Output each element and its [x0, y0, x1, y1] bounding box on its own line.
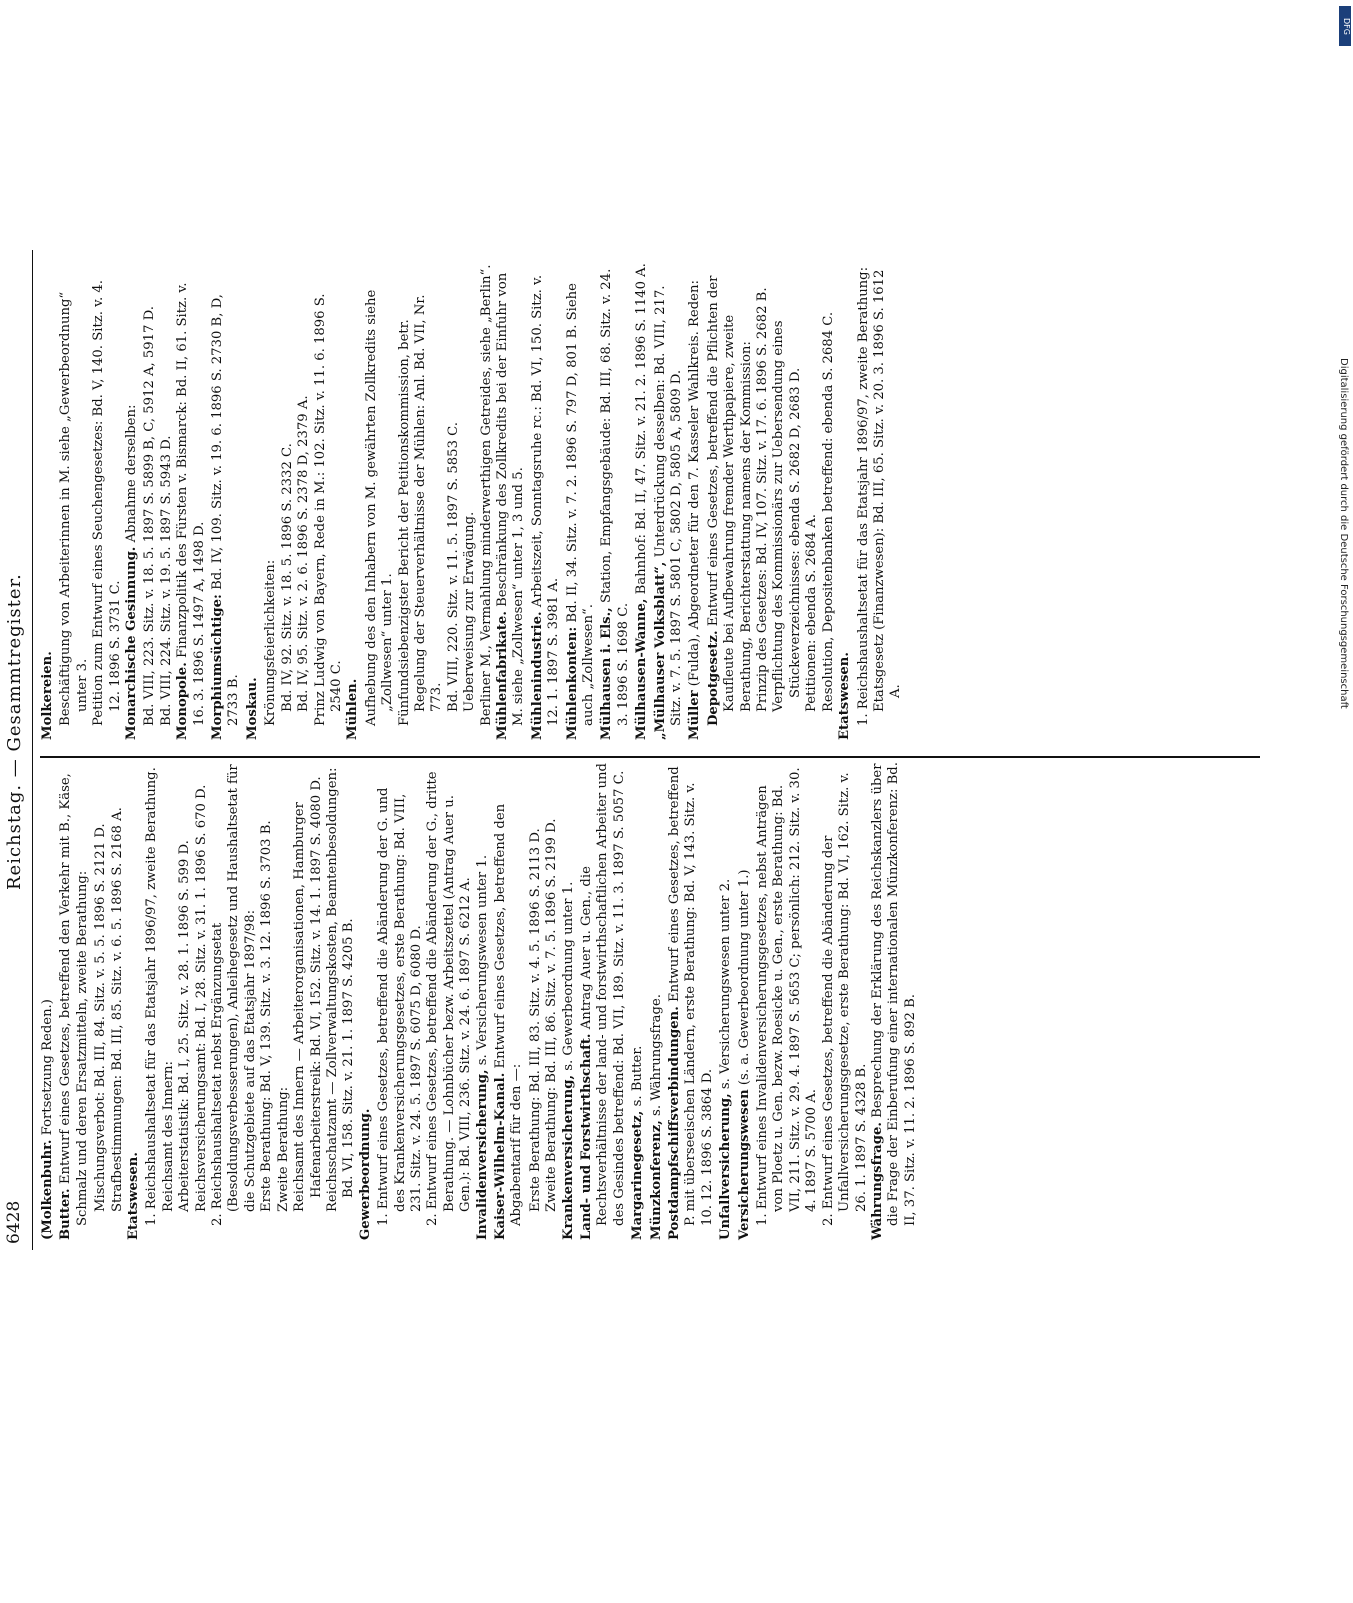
entry-text: 2. Entwurf eines Gesetzes, betreffend die Abänderung der G., dritte Berathung. — Lohnbücher bezw. Arbeitszettel (Antrag Auer u. Gen.): Bd. VIII, 236. Sitz. v. 24. 6. 1897 S. 6212 A. — [425, 771, 474, 1226]
entry-text: Finanzpolitik des Fürsten v. Bismarck: Bd. II, 61. Sitz. v. 16. 3. 1896 S. 1497 A, 1498 D. — [175, 282, 207, 726]
entry-text: Zweite Berathung: — [275, 1086, 291, 1212]
entry-keyword: Mühlenfabrikate. — [494, 611, 510, 740]
entry-text: 1. Entwurf eines Invalidenversicherungsgesetzes, nebst Anträgen von Ploetz u. Gen. bezw. Roesicke u. Gen., erste Berathung: Bd. VII, 211. Sitz. v. 29. 4. 1897 S. 5653 C; persönlich: 212. Sitz. v. 30. 4. 1897 S. 5700 A. — [755, 767, 820, 1226]
entry-text: s. Versicherungswesen unter 2. — [718, 878, 734, 1094]
entry-text: Station, Empfangsgebäude: Bd. III, 68. Sitz. v. 24. 3. 1896 S. 1698 C. — [599, 268, 631, 726]
entry-text: Verpflichtung des Kommissionärs zur Uebersendung eines Stückeverzeichnisses: ebenda S. 2682 D, 2683 D. — [771, 320, 803, 712]
register-entry — [493, 762, 526, 1240]
entry-keyword: Margarinegesetz, — [630, 1110, 646, 1240]
entry-text: 1. Reichshaushaltsetat für das Etatsjahr 1896/97, zweite Berathung. Reichsamt des Innern: — [144, 767, 176, 1226]
register-entry — [479, 262, 495, 740]
entry-text: Petition zum Entwurf eines Seuchengesetzes: Bd. V, 140. Sitz. v. 4. 12. 1896 S. 3731 C. — [91, 280, 123, 726]
sidebar — [1335, 8, 1349, 998]
entry-text: Beschränkung des Zollkredits bei der Einfuhr von M. siehe „Zollwesen“ unter 1, 3 und 5. — [494, 272, 527, 726]
entry-keyword: Mülhausen-Wanne, — [634, 598, 650, 740]
entry-keyword: Molkereien. — [40, 651, 55, 740]
entry-text: Resolution, Depositenbanken betreffend: ebenda S. 2684 C. — [820, 311, 836, 712]
register-entry — [126, 762, 142, 1240]
entry-keyword: Depotgesetz. — [705, 630, 721, 726]
entry-keyword: Versicherungswesen — [736, 1089, 752, 1240]
register-entry — [630, 762, 646, 1240]
register-entry — [649, 762, 665, 1240]
entry-text: Reichsamt des Innern — Arbeiterorganisationen, Hamburger Hafenarbeiterstreik: Bd. VI, 152. Sitz. v. 14. 1. 1897 S. 4080 D. — [292, 776, 324, 1212]
register-entry — [296, 262, 312, 740]
entry-text: 1. Reichshaushaltsetat für das Etatsjahr 1896/97, zweite Berathung: — [855, 266, 871, 726]
entry-text: s. Butter. — [630, 1045, 646, 1111]
register-entry — [544, 762, 560, 1240]
register-entry — [144, 762, 177, 1240]
entry-keyword: Monopole. — [175, 662, 191, 740]
register-entry — [210, 262, 243, 740]
entry-text: Aufhebung des den Inhabern von M. gewährten Zollkredits siehe „Zollwesen“ unter 1. — [363, 289, 396, 726]
register-entry — [706, 262, 755, 740]
register-entry — [528, 762, 544, 1240]
rotated-page — [0, 250, 1280, 1250]
register-entry — [263, 262, 279, 740]
register-entry — [259, 762, 275, 1240]
register-entry — [821, 262, 837, 740]
register-entry — [687, 262, 703, 740]
entry-keyword: Monarchische Gesinnung. — [124, 546, 140, 740]
entry-text: s. Versicherungswesen unter 1. — [474, 854, 490, 1070]
register-entry — [446, 262, 462, 740]
register-entry — [292, 762, 325, 1240]
entry-text: Entwurf eines Gesetzes, betreffend den Verkehr mit B., Käse, Schmalz und deren Ersatzmitteln, zweite Berathung: — [58, 773, 90, 1226]
entry-text: Reichsversicherungsamt: Bd. I, 28. Sitz. v. 31. 1. 1896 S. 670 D. — [193, 784, 209, 1212]
register-entry — [175, 262, 208, 740]
page — [0, 250, 918, 1603]
entry-keyword: „Mülhauser Volksblatt“, — [652, 561, 668, 740]
register-entry — [837, 262, 853, 740]
entry-keyword: Butter. — [58, 1188, 74, 1240]
register-entry — [177, 762, 193, 1240]
entry-keyword: (Molkenbuhr. — [40, 1139, 55, 1240]
entry-keyword: Gewerbeordnung. — [357, 1108, 373, 1240]
right-column — [40, 262, 905, 740]
entry-text: 2. Reichshaushaltsetat nebst Ergänzungsetat (Besoldungsverbesserungen), Anleihegesetz und Haushaltsetat für die Schutzgebiete auf das Etatsjahr 1897/98: — [210, 764, 258, 1226]
entry-text: (Fulda), Abgeordneter für den 7. Kasseler Wahlkreis. Reden: — [687, 280, 703, 691]
page-title: Reichstag. — Gesammtregister. — [4, 573, 25, 890]
page-number: 6428 — [4, 1200, 24, 1244]
entry-keyword: Münzkonferenz, — [648, 1120, 664, 1240]
entry-text: Prinzip des Gesetzes: Bd. IV, 107. Sitz. v. 17. 6. 1896 S. 2682 B. — [755, 287, 771, 712]
register-entry — [771, 262, 804, 740]
entry-keyword: Mühlen. — [345, 678, 361, 740]
entry-text: Unterdrückung desselben: Bd. VIII, 217. Sitz. v. 7. 5. 1897 S. 5801 C, 5802 D, 5805 A, 5809 D. — [652, 285, 685, 726]
register-entry — [313, 262, 346, 740]
register-entry — [653, 262, 686, 740]
entry-text: Erste Berathung: Bd. III, 83. Sitz. v. 4. 5. 1896 S. 2113 D. — [527, 828, 543, 1212]
entry-keyword: Mülhausen i. Els., — [599, 607, 615, 740]
entry-keyword: Müller — [687, 690, 703, 740]
register-entry — [93, 762, 109, 1240]
entry-keyword: Etatswesen. — [837, 652, 853, 740]
entry-keyword: Etatswesen. — [126, 1152, 142, 1240]
register-entry — [376, 762, 425, 1240]
entry-text: Antrag Auer u. Gen., die Rechtsverhältnisse der land- und forstwirthschaftlichen Arbeiter und des Gesindes betreffend: Bd. VII, 189. Sitz. v. 11. 3. 1897 S. 5057 C. — [579, 763, 627, 1226]
entry-text: Ueberweisung zur Erwägung. — [462, 511, 478, 712]
entry-keyword: Währungsfrage. — [869, 1122, 885, 1240]
entry-keyword: Land- und Forstwirthschaft. — [579, 1033, 594, 1240]
entry-text: Strafbestimmungen: Bd. III, 85. Sitz. v. 6. 5. 1896 S. 2168 A. — [109, 807, 125, 1212]
entry-keyword: Moskau. — [244, 677, 260, 740]
register-entry — [325, 762, 358, 1240]
entry-text: Bd. VIII, 220. Sitz. v. 11. 5. 1897 S. 5853 C. — [445, 422, 461, 712]
entry-text: Petitionen: ebenda S. 2684 A. — [804, 514, 820, 712]
entry-text: Entwurf eines Gesetzes, betreffend den Abgabentarif für den —: — [492, 803, 525, 1226]
entry-text: (s. a. Gewerbeordnung unter 1.) — [736, 869, 752, 1090]
entry-text: Mischungsverbot: Bd. III, 84. Sitz. v. 5. 5. 1896 S. 2121 D. — [93, 823, 109, 1212]
register-entry — [58, 262, 91, 740]
entry-text: Berliner M., Vermahlung minderwerthigen Getreides, siehe „Berlin“. — [478, 264, 494, 726]
entry-text: Bd. VIII, 223. Sitz. v. 18. 5. 1897 S. 5899 B, C, 5912 A, 5917 D. — [142, 306, 158, 726]
entry-keyword: Kaiser-Wilhelm-Kanal. — [492, 1072, 508, 1240]
register-entry — [245, 262, 261, 740]
entry-keyword: Morphiumsüchtige: — [210, 594, 226, 740]
register-entry — [276, 762, 292, 1240]
entry-text: s. Gewerbeordnung unter 1. — [560, 881, 576, 1075]
entry-text: Zweite Berathung: Bd. III, 86. Sitz. v. 7. 5. 1896 S. 2199 D. — [544, 818, 560, 1212]
page-header — [0, 250, 40, 1250]
register-entry — [58, 762, 91, 1240]
register-entry — [397, 262, 446, 740]
register-entry — [599, 262, 632, 740]
register-entry — [870, 762, 919, 1240]
register-entry — [194, 762, 210, 1240]
entry-text: Bd. VIII, 224. Sitz. v. 19. 5. 1897 S. 5943 D. — [158, 435, 174, 726]
register-entry — [856, 262, 872, 740]
entry-text: Arbeiterstatistik: Bd. I, 25. Sitz. v. 28. 1. 1896 S. 599 D. — [177, 840, 193, 1212]
register-entry — [364, 262, 397, 740]
entry-text: Fünfundsiebenzigster Bericht der Petitionskommission, betr. Regelung der Steuerverhältnisse der Mühlen: Anl. Bd. VII, Nr. 773. — [396, 294, 445, 726]
register-entry — [358, 762, 374, 1240]
entry-text: 2. Entwurf eines Gesetzes, betreffend die Abänderung der Unfallversicherungsgesetze, erste Berathung: Bd. VI, 162. Sitz. v. 26. 1. 1897 S. 4328 B. — [820, 772, 869, 1226]
entry-keyword: Mühlenindustrie. — [529, 611, 545, 740]
register-entry — [475, 762, 491, 1240]
register-entry — [579, 762, 628, 1240]
sidebar-credit: Digitalisierung gefördert durch die Deutsche Forschungsgemeinschaft — [1338, 357, 1349, 709]
entry-text: Besprechung der Erklärung des Reichskanzlers über die Frage der Einberufung einer internationalen Münzkonferenz: Bd. II, 37. Sitz. v. 11. 2. 1896 S. 892 B. — [869, 762, 918, 1226]
register-entry — [821, 762, 870, 1240]
register-entry — [110, 762, 126, 1240]
register-entry — [159, 262, 175, 740]
entry-keyword: Unfallversicherung, — [718, 1093, 734, 1240]
register-entry — [561, 762, 577, 1240]
entry-text: Bd. II, 34. Sitz. v. 7. 2. 1896 S. 797 D, 801 B. Siehe auch „Zollwesen“. — [564, 283, 596, 726]
header-rule — [32, 250, 33, 1250]
entry-text: Entwurf eines Gesetzes, betreffend P. mit überseeischen Ländern, erste Berathung: Bd. V, 143. Sitz. v. 10. 12. 1896 S. 3864 D. — [667, 766, 715, 1226]
register-entry — [124, 262, 140, 740]
entry-text: Erste Berathung: Bd. V, 139. Sitz. v. 3. 12. 1896 S. 3703 B. — [259, 820, 275, 1212]
column-divider — [40, 756, 1260, 758]
register-entry — [210, 762, 259, 1240]
register-entry — [565, 262, 598, 740]
entry-text: Bd. IV, 95. Sitz. v. 2. 6. 1896 S. 2378 D, 2379 A. — [296, 395, 312, 712]
register-entry — [530, 262, 563, 740]
register-entry — [872, 262, 905, 740]
entry-text: Reichsschatzamt — Zollverwaltungskosten, Beamtenbesoldungen: Bd. VI, 158. Sitz. v. 21. 1. 1897 S. 4205 B. — [324, 767, 357, 1212]
register-entry — [718, 762, 734, 1240]
entry-text: 1. Entwurf eines Gesetzes, betreffend die Abänderung der G. und des Krankenversicherungsgesetzes, erste Berathung: Bd. VIII, 231. Sitz. v. 24. 5. 1897 S. 6075 D, 6080 D. — [376, 787, 424, 1226]
dfg-badge: DFG — [1339, 6, 1351, 46]
register-entry — [804, 262, 820, 740]
register-entry — [634, 262, 650, 740]
entry-text: Prinz Ludwig von Bayern, Rede in M.: 102. Sitz. v. 11. 6. 1896 S. 2540 C. — [312, 293, 344, 726]
register-entry — [40, 762, 56, 1240]
entry-keyword: Krankenversicherung, — [560, 1074, 576, 1240]
register-entry — [280, 262, 296, 740]
left-column — [40, 762, 921, 1240]
register-entry — [40, 262, 56, 740]
entry-text: Entwurf eines Gesetzes, betreffend die Pflichten der Kaufleute bei Aufbewahrung fremder Werthpapiere, zweite Berathung, Berichterstattung namens der Kommission: — [705, 275, 754, 712]
register-entry — [142, 262, 158, 740]
entry-text: Arbeitszeit, Sonntagsruhe rc.: Bd. VI, 150. Sitz. v. 12. 1. 1897 S. 3981 A. — [529, 274, 562, 726]
entry-keyword: Invalidenversicherung, — [474, 1069, 490, 1240]
register-entry — [667, 762, 716, 1240]
entry-text: Bd. IV, 109. Sitz. v. 19. 6. 1896 S. 2730 B, D, 2733 B. — [210, 294, 242, 726]
entry-keyword: Postdampfschiffsverbindungen. — [667, 1006, 683, 1240]
register-entry — [345, 262, 361, 740]
entry-text: Bd. IV, 92. Sitz. v. 18. 5. 1896 S. 2332 C. — [279, 443, 295, 712]
entry-text: Etatsgesetz (Finanzwesen): Bd. III, 65. Sitz. v. 20. 3. 1896 S. 1612 A. — [871, 269, 904, 712]
entry-text: Bahnhof: Bd. II, 47. Sitz. v. 21. 2. 1896 S. 1140 A. — [634, 263, 650, 599]
register-entry — [737, 762, 753, 1240]
entry-text: Abnahme derselben: — [124, 404, 140, 547]
register-entry — [495, 262, 528, 740]
entry-text: Krönungsfeierlichkeiten: — [263, 559, 279, 726]
entry-text: Fortsetzung Reden.) — [40, 999, 55, 1140]
entry-text: s. Währungsfrage. — [648, 994, 664, 1121]
register-entry — [462, 262, 478, 740]
entry-keyword: Mühlenkonten: — [564, 626, 580, 740]
register-entry — [755, 262, 771, 740]
entry-text: Beschäftigung von Arbeiterinnen in M. siehe „Gewerbeordnung“ unter 3. — [58, 291, 90, 726]
register-entry — [91, 262, 124, 740]
register-entry — [755, 762, 821, 1240]
register-entry — [425, 762, 474, 1240]
